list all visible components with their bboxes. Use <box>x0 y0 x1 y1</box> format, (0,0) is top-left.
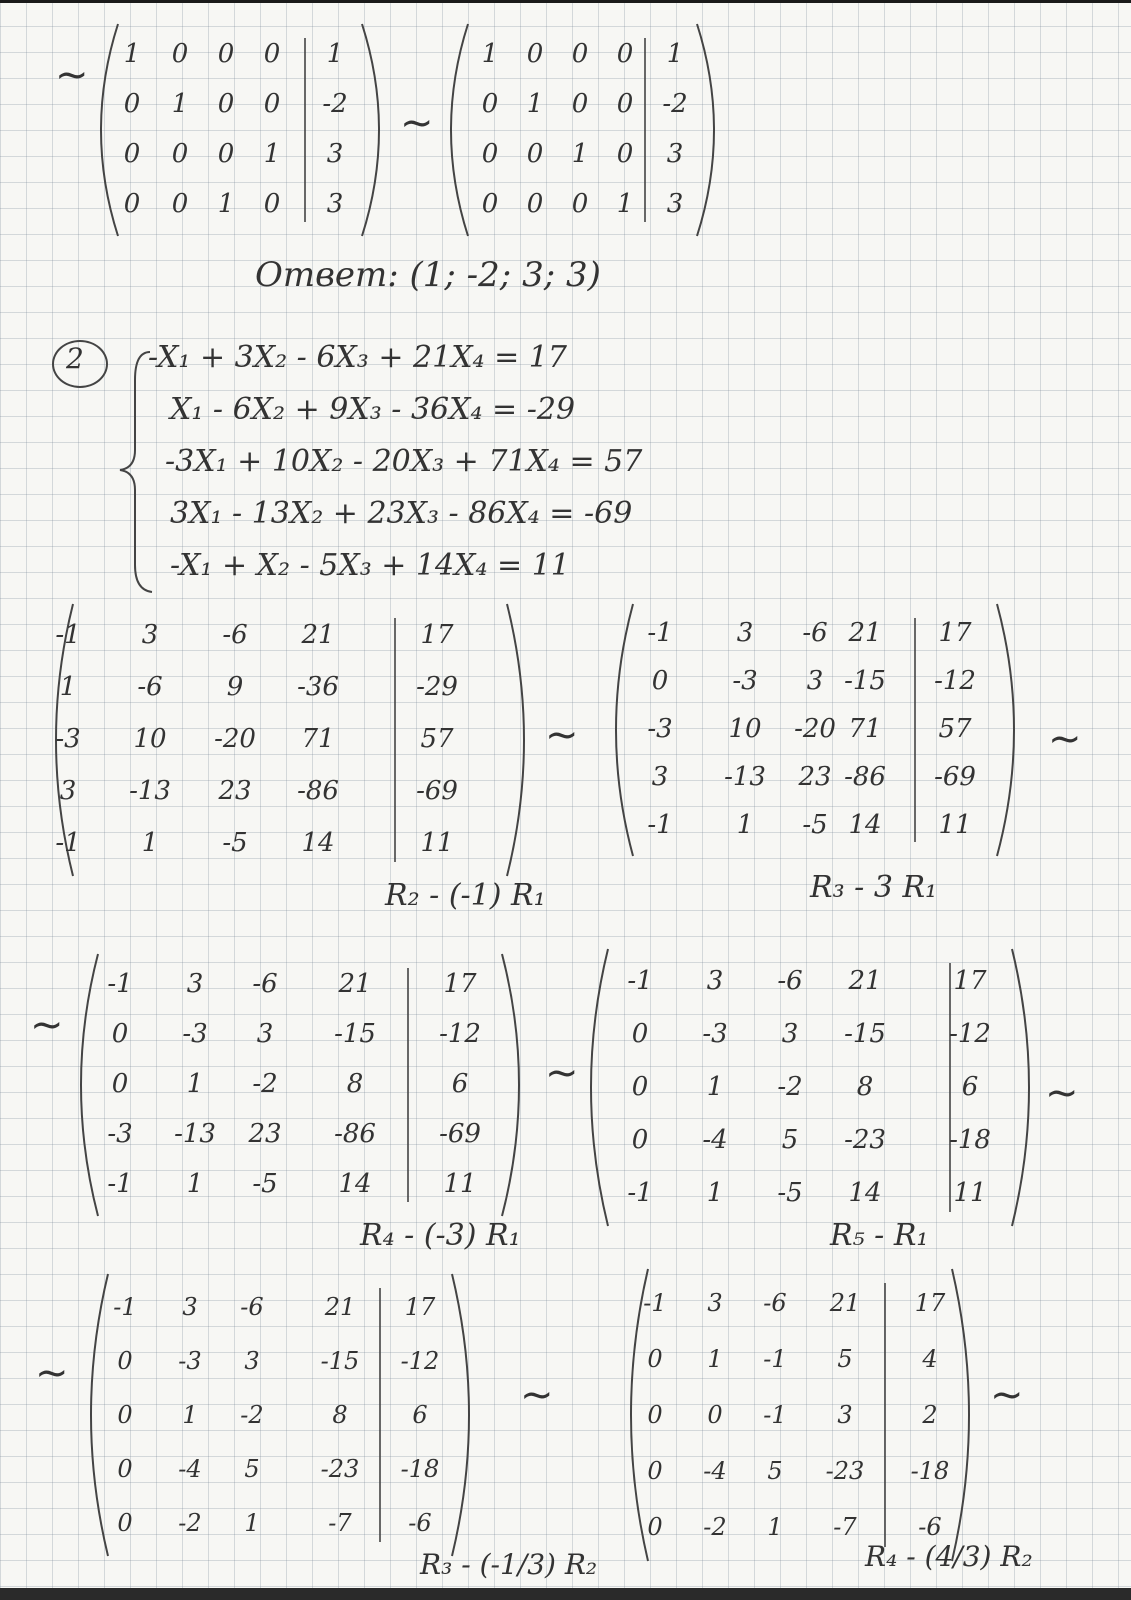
matrix-cell: 1 <box>706 1071 724 1102</box>
matrix-cell: 1 <box>707 1344 723 1373</box>
matrix-rhs-cell: 17 <box>443 969 477 1000</box>
matrix-row <box>90 180 390 230</box>
matrix-cell: 0 <box>631 1018 649 1049</box>
matrix-rhs-cell: -18 <box>910 1456 950 1485</box>
matrix-cell: -15 <box>334 1019 376 1050</box>
matrix-cell: -7 <box>328 1508 352 1537</box>
matrix-cell: 0 <box>123 139 141 170</box>
matrix-cell: -2 <box>178 1508 202 1537</box>
matrix-cell: -6 <box>777 965 803 996</box>
matrix-cell: -6 <box>137 672 163 703</box>
matrix-rhs-cell: -6 <box>918 1512 942 1541</box>
matrix-row <box>80 1496 480 1550</box>
matrix-cell: 1 <box>59 672 77 703</box>
matrix-cell: 3 <box>244 1346 260 1375</box>
matrix-cell: 0 <box>263 189 281 220</box>
matrix-cell: 1 <box>263 139 281 170</box>
matrix-cell: 1 <box>186 1069 204 1100</box>
matrix-rhs-cell: 57 <box>420 724 454 755</box>
matrix-cell: 0 <box>616 89 634 120</box>
matrix-cell: 3 <box>837 1400 853 1429</box>
matrix-row <box>620 1331 980 1387</box>
matrix-rhs-cell: -12 <box>400 1346 440 1375</box>
matrix-rhs-cell: 6 <box>451 1069 469 1100</box>
matrix-cell: -5 <box>802 810 828 841</box>
matrix-cell: -86 <box>334 1119 376 1150</box>
equation-3: -3X₁ + 10X₂ - 20X₃ + 71X₄ = 57 <box>165 444 643 479</box>
matrix-3 <box>45 600 535 880</box>
matrix-cell: 0 <box>123 189 141 220</box>
operation-3: R₄ - (-3) R₁ <box>360 1218 521 1253</box>
matrix-cell: -1 <box>647 810 673 841</box>
matrix-cell: -6 <box>240 1292 264 1321</box>
operation-4: R₅ - R₁ <box>830 1218 929 1253</box>
matrix-cell: 1 <box>186 1169 204 1200</box>
matrix-cell: 1 <box>736 810 754 841</box>
matrix-rhs-cell: 6 <box>412 1400 428 1429</box>
matrix-cell: 0 <box>171 39 189 70</box>
matrix-cell: 0 <box>217 89 235 120</box>
matrix-row <box>45 662 535 714</box>
matrix-cell: -3 <box>647 714 673 745</box>
matrix-cell: 8 <box>856 1071 874 1102</box>
matrix-cell: -1 <box>55 620 81 651</box>
matrix-cell: 0 <box>117 1508 133 1537</box>
matrix-row <box>70 1110 530 1160</box>
matrix-rhs-cell: -12 <box>934 666 976 697</box>
matrix-cell: -3 <box>732 666 758 697</box>
matrix-row <box>70 960 530 1010</box>
matrix-rhs-cell: -18 <box>949 1124 991 1155</box>
matrix-cell: 0 <box>117 1400 133 1429</box>
matrix-8 <box>620 1265 980 1565</box>
matrix-cell: 3 <box>781 1018 799 1049</box>
matrix-cell: -86 <box>297 776 339 807</box>
matrix-cell: 0 <box>647 1512 663 1541</box>
operation-2: R₃ - 3 R₁ <box>810 870 938 905</box>
matrix-cell: -3 <box>702 1018 728 1049</box>
matrix-2 <box>440 20 725 240</box>
matrix-cell: -3 <box>107 1119 133 1150</box>
matrix-cell: -15 <box>320 1346 360 1375</box>
matrix-cell: -2 <box>252 1069 278 1100</box>
bottom-edge <box>0 1588 1131 1600</box>
matrix-cell: 3 <box>706 965 724 996</box>
matrix-rhs-cell: 57 <box>938 714 972 745</box>
matrix-cell: -4 <box>703 1456 727 1485</box>
matrix-cell: 0 <box>481 189 499 220</box>
matrix-cell: 1 <box>123 39 141 70</box>
matrix-cell: 0 <box>263 39 281 70</box>
matrix-cell: -3 <box>55 724 81 755</box>
matrix-cell: 21 <box>848 965 882 996</box>
matrix-rhs-cell: 3 <box>666 139 684 170</box>
matrix-cell: 0 <box>117 1454 133 1483</box>
matrix-cell: -13 <box>129 776 171 807</box>
operation-1: R₂ - (-1) R₁ <box>385 878 546 913</box>
matrix-cell: -23 <box>320 1454 360 1483</box>
tilde-9: ~ <box>520 1372 554 1418</box>
matrix-rhs-cell: 2 <box>922 1400 938 1429</box>
matrix-cell: 0 <box>571 89 589 120</box>
tilde-6: ~ <box>545 1050 579 1096</box>
matrix-cell: 14 <box>848 1177 882 1208</box>
matrix-rhs-cell: -69 <box>439 1119 481 1150</box>
matrix-rhs-cell: -12 <box>439 1019 481 1050</box>
matrix-4 <box>605 600 1025 860</box>
matrix-cell: 0 <box>526 39 544 70</box>
matrix-cell: 1 <box>616 189 634 220</box>
matrix-cell: 21 <box>324 1292 356 1321</box>
matrix-cell: 1 <box>481 39 499 70</box>
matrix-cell: 0 <box>647 1400 663 1429</box>
matrix-cell: -5 <box>222 828 248 859</box>
matrix-row <box>90 80 390 130</box>
operation-5: R₃ - (-1/3) R₂ <box>420 1548 598 1581</box>
matrix-row <box>580 1114 1040 1167</box>
matrix-cell: 14 <box>338 1169 372 1200</box>
matrix-cell: 10 <box>728 714 762 745</box>
matrix-rhs-cell: 3 <box>666 189 684 220</box>
matrix-row <box>70 1160 530 1210</box>
matrix-cell: -13 <box>174 1119 216 1150</box>
matrix-row <box>70 1010 530 1060</box>
matrix-cell: -36 <box>297 672 339 703</box>
matrix-rhs-cell: 17 <box>420 620 454 651</box>
matrix-cell: 3 <box>806 666 824 697</box>
matrix-cell: 71 <box>848 714 882 745</box>
matrix-cell: 0 <box>481 139 499 170</box>
matrix-cell: 0 <box>526 139 544 170</box>
matrix-cell: -15 <box>844 1018 886 1049</box>
matrix-7 <box>80 1270 480 1560</box>
tilde-3: ~ <box>545 712 579 758</box>
matrix-cell: 5 <box>837 1344 853 1373</box>
matrix-cell: 0 <box>616 39 634 70</box>
matrix-cell: -86 <box>844 762 886 793</box>
matrix-rhs-cell: 11 <box>953 1177 987 1208</box>
matrix-cell: -6 <box>763 1288 787 1317</box>
matrix-rhs-cell: 6 <box>961 1071 979 1102</box>
matrix-cell: -1 <box>763 1400 787 1429</box>
matrix-cell: 23 <box>248 1119 282 1150</box>
matrix-cell: -1 <box>55 828 81 859</box>
matrix-cell: -1 <box>763 1344 787 1373</box>
matrix-cell: 1 <box>706 1177 724 1208</box>
matrix-cell: -1 <box>627 1177 653 1208</box>
matrix-row <box>605 754 1025 802</box>
matrix-rhs-cell: -12 <box>949 1018 991 1049</box>
equation-5: -X₁ + X₂ - 5X₃ + 14X₄ = 11 <box>170 548 570 583</box>
matrix-row <box>620 1275 980 1331</box>
matrix-cell: 8 <box>332 1400 348 1429</box>
matrix-rhs-cell: 17 <box>953 965 987 996</box>
matrix-rhs-cell: 1 <box>326 39 344 70</box>
matrix-row <box>580 1008 1040 1061</box>
matrix-row <box>90 30 390 80</box>
matrix-cell: -1 <box>647 618 673 649</box>
matrix-rhs-cell: -69 <box>416 776 458 807</box>
matrix-rhs-cell: 1 <box>666 39 684 70</box>
tilde-7: ~ <box>1045 1070 1079 1116</box>
matrix-cell: -5 <box>252 1169 278 1200</box>
tilde-4: ~ <box>1048 716 1082 762</box>
matrix-cell: -3 <box>178 1346 202 1375</box>
matrix-cell: -6 <box>252 969 278 1000</box>
matrix-rhs-cell: -6 <box>408 1508 432 1537</box>
matrix-row <box>440 130 725 180</box>
matrix-row <box>580 955 1040 1008</box>
matrix-cell: 0 <box>647 1456 663 1485</box>
matrix-cell: 21 <box>338 969 372 1000</box>
matrix-rhs-cell: 17 <box>914 1288 946 1317</box>
matrix-rhs-cell: 3 <box>326 189 344 220</box>
matrix-rhs-cell: 11 <box>443 1169 477 1200</box>
matrix-row <box>620 1387 980 1443</box>
tilde-8: ~ <box>35 1350 69 1396</box>
problem-number: 2 <box>66 342 84 375</box>
system-brace <box>110 340 170 600</box>
equation-4: 3X₁ - 13X₂ + 23X₃ - 86X₄ = -69 <box>170 496 633 531</box>
matrix-rhs-cell: 3 <box>326 139 344 170</box>
matrix-cell: -2 <box>777 1071 803 1102</box>
matrix-rhs-cell: 11 <box>938 810 972 841</box>
matrix-cell: 0 <box>571 39 589 70</box>
matrix-cell: 5 <box>244 1454 260 1483</box>
matrix-row <box>605 610 1025 658</box>
matrix-cell: 3 <box>186 969 204 1000</box>
matrix-cell: 1 <box>171 89 189 120</box>
matrix-cell: 0 <box>217 39 235 70</box>
matrix-cell: 23 <box>218 776 252 807</box>
matrix-rhs-cell: -69 <box>934 762 976 793</box>
matrix-1 <box>90 20 390 240</box>
matrix-row <box>440 80 725 130</box>
matrix-row <box>45 818 535 870</box>
matrix-cell: 0 <box>111 1069 129 1100</box>
matrix-cell: -20 <box>794 714 836 745</box>
matrix-cell: 3 <box>256 1019 274 1050</box>
matrix-cell: 1 <box>182 1400 198 1429</box>
matrix-cell: 23 <box>798 762 832 793</box>
matrix-cell: 0 <box>263 89 281 120</box>
matrix-cell: -15 <box>844 666 886 697</box>
matrix-cell: -23 <box>825 1456 865 1485</box>
top-edge <box>0 0 1131 3</box>
matrix-cell: -23 <box>844 1124 886 1155</box>
matrix-cell: 0 <box>707 1400 723 1429</box>
matrix-cell: 0 <box>526 189 544 220</box>
matrix-cell: 0 <box>631 1124 649 1155</box>
matrix-cell: -1 <box>107 969 133 1000</box>
matrix-cell: 3 <box>707 1288 723 1317</box>
matrix-row <box>80 1280 480 1334</box>
matrix-row <box>45 766 535 818</box>
matrix-cell: 5 <box>767 1456 783 1485</box>
matrix-cell: 1 <box>244 1508 260 1537</box>
matrix-cell: -3 <box>182 1019 208 1050</box>
tilde-2: ~ <box>400 100 434 146</box>
matrix-cell: 0 <box>117 1346 133 1375</box>
matrix-cell: 1 <box>767 1512 783 1541</box>
matrix-cell: 3 <box>651 762 669 793</box>
matrix-cell: -4 <box>178 1454 202 1483</box>
matrix-rhs-cell: 17 <box>938 618 972 649</box>
matrix-cell: 3 <box>141 620 159 651</box>
operation-6: R₄ - (4/3) R₂ <box>865 1540 1033 1573</box>
matrix-cell: 1 <box>141 828 159 859</box>
matrix-6 <box>580 945 1040 1230</box>
tilde-1: ~ <box>55 52 89 98</box>
equation-2: X₁ - 6X₂ + 9X₃ - 36X₄ = -29 <box>170 392 576 427</box>
matrix-cell: -1 <box>113 1292 137 1321</box>
matrix-cell: 0 <box>481 89 499 120</box>
matrix-cell: 1 <box>571 139 589 170</box>
matrix-rhs-cell: -2 <box>662 89 688 120</box>
matrix-cell: 9 <box>226 672 244 703</box>
matrix-cell: -13 <box>724 762 766 793</box>
matrix-row <box>440 30 725 80</box>
matrix-cell: 0 <box>571 189 589 220</box>
matrix-cell: -20 <box>214 724 256 755</box>
matrix-cell: 21 <box>301 620 335 651</box>
matrix-row <box>580 1167 1040 1220</box>
matrix-cell: 0 <box>631 1071 649 1102</box>
matrix-cell: 0 <box>217 139 235 170</box>
matrix-rhs-cell: 4 <box>922 1344 938 1373</box>
matrix-cell: -1 <box>643 1288 667 1317</box>
matrix-cell: 0 <box>111 1019 129 1050</box>
matrix-cell: 3 <box>182 1292 198 1321</box>
matrix-cell: -6 <box>222 620 248 651</box>
matrix-row <box>45 714 535 766</box>
matrix-cell: -2 <box>240 1400 264 1429</box>
matrix-row <box>90 130 390 180</box>
matrix-cell: 3 <box>736 618 754 649</box>
matrix-cell: 21 <box>829 1288 861 1317</box>
matrix-cell: 14 <box>848 810 882 841</box>
tilde-5: ~ <box>30 1002 64 1048</box>
matrix-row <box>80 1334 480 1388</box>
matrix-cell: 14 <box>301 828 335 859</box>
equation-1: -X₁ + 3X₂ - 6X₃ + 21X₄ = 17 <box>148 340 567 375</box>
tilde-10: ~ <box>990 1372 1024 1418</box>
matrix-row <box>605 658 1025 706</box>
matrix-cell: -4 <box>702 1124 728 1155</box>
matrix-cell: 71 <box>301 724 335 755</box>
matrix-rhs-cell: -29 <box>416 672 458 703</box>
matrix-cell: 5 <box>781 1124 799 1155</box>
matrix-cell: -1 <box>107 1169 133 1200</box>
matrix-rhs-cell: -2 <box>322 89 348 120</box>
matrix-cell: 3 <box>59 776 77 807</box>
answer: Ответ: (1; -2; 3; 3) <box>255 255 601 295</box>
matrix-rhs-cell: 17 <box>404 1292 436 1321</box>
matrix-row <box>605 802 1025 850</box>
matrix-row <box>70 1060 530 1110</box>
matrix-row <box>605 706 1025 754</box>
matrix-cell: 0 <box>647 1344 663 1373</box>
matrix-cell: 0 <box>123 89 141 120</box>
matrix-cell: 0 <box>171 139 189 170</box>
matrix-cell: 1 <box>526 89 544 120</box>
matrix-cell: 0 <box>616 139 634 170</box>
matrix-cell: 0 <box>171 189 189 220</box>
matrix-row <box>45 610 535 662</box>
matrix-row <box>620 1443 980 1499</box>
matrix-cell: 1 <box>217 189 235 220</box>
matrix-cell: -2 <box>703 1512 727 1541</box>
matrix-rhs-cell: -18 <box>400 1454 440 1483</box>
matrix-rhs-cell: 11 <box>420 828 454 859</box>
matrix-5 <box>70 950 530 1220</box>
matrix-row <box>80 1388 480 1442</box>
matrix-cell: -5 <box>777 1177 803 1208</box>
matrix-cell: -7 <box>833 1512 857 1541</box>
matrix-cell: 21 <box>848 618 882 649</box>
matrix-row <box>440 180 725 230</box>
matrix-cell: 0 <box>651 666 669 697</box>
matrix-row <box>580 1061 1040 1114</box>
matrix-row <box>80 1442 480 1496</box>
matrix-cell: -1 <box>627 965 653 996</box>
matrix-cell: 8 <box>346 1069 364 1100</box>
matrix-cell: -6 <box>802 618 828 649</box>
matrix-cell: 10 <box>133 724 167 755</box>
